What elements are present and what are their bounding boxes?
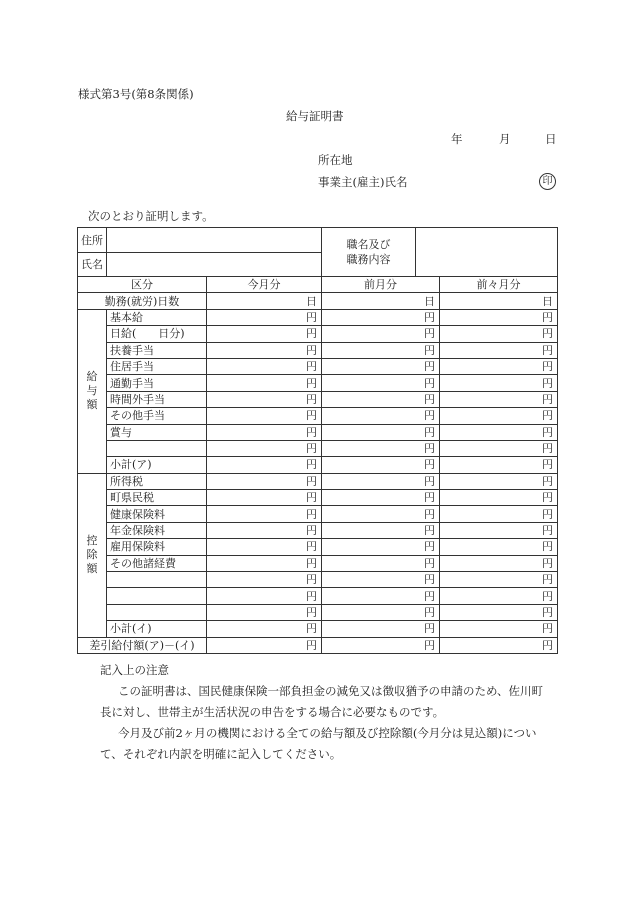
deduction-amount-two-months-ago[interactable]: 円 <box>440 506 558 522</box>
income-row <box>78 391 558 407</box>
income-group-label-char: 与 <box>86 384 98 398</box>
deduction-amount-this-month[interactable]: 円 <box>207 522 322 538</box>
deduction-amount-two-months-ago[interactable]: 円 <box>440 490 558 506</box>
deduction-group-label <box>78 473 107 637</box>
deduction-item-label: 年金保険料 <box>107 522 207 538</box>
income-amount-two-months-ago[interactable]: 円 <box>440 309 558 325</box>
income-amount-this-month[interactable]: 円 <box>207 309 322 325</box>
two-months-ago-header: 前々月分 <box>440 277 558 293</box>
notes-paragraph2-line1: 今月及び前2ヶ月の機関における全ての給与額及び控除額(今月分は見込額)につい <box>118 726 537 740</box>
deduction-amount-last-month[interactable]: 円 <box>322 572 440 588</box>
income-amount-last-month[interactable]: 円 <box>322 457 440 473</box>
income-group-label-char: 額 <box>86 398 98 412</box>
deduction-amount-this-month[interactable]: 円 <box>207 539 322 555</box>
income-item-label: 賞与 <box>107 424 207 440</box>
deduction-item-label: 雇用保険料 <box>107 539 207 555</box>
name-label: 氏名 <box>78 253 107 277</box>
deduction-amount-this-month[interactable]: 円 <box>207 506 322 522</box>
income-amount-two-months-ago[interactable]: 円 <box>440 440 558 456</box>
notes-section <box>100 660 543 765</box>
income-amount-last-month[interactable]: 円 <box>322 326 440 342</box>
deduction-item-label: 所得税 <box>107 473 207 489</box>
deduction-amount-last-month[interactable]: 円 <box>322 506 440 522</box>
income-amount-this-month[interactable]: 円 <box>207 424 322 440</box>
income-row <box>78 358 558 374</box>
deduction-amount-two-months-ago[interactable]: 円 <box>440 522 558 538</box>
deduction-group-label-char: 額 <box>86 562 98 576</box>
income-amount-two-months-ago[interactable]: 円 <box>440 326 558 342</box>
income-item-label: その他手当 <box>107 408 207 424</box>
notes-paragraph1-line2: 長に対し、世帯主が生活状況の申告をする場合に必要なものです。 <box>100 705 445 719</box>
income-amount-this-month[interactable]: 円 <box>207 326 322 342</box>
location-label: 所在地 <box>318 153 353 167</box>
intro-text: 次のとおり証明します。 <box>88 209 214 223</box>
income-row <box>78 457 558 473</box>
deduction-amount-last-month[interactable]: 円 <box>322 522 440 538</box>
income-amount-this-month[interactable]: 円 <box>207 391 322 407</box>
deduction-row <box>78 588 558 604</box>
income-amount-this-month[interactable]: 円 <box>207 408 322 424</box>
deduction-row <box>78 490 558 506</box>
income-amount-this-month[interactable]: 円 <box>207 440 322 456</box>
address-field[interactable] <box>107 228 322 253</box>
income-amount-last-month[interactable]: 円 <box>322 358 440 374</box>
deduction-amount-last-month[interactable]: 円 <box>322 473 440 489</box>
deduction-row <box>78 555 558 571</box>
income-amount-two-months-ago[interactable]: 円 <box>440 375 558 391</box>
deduction-row <box>78 604 558 620</box>
income-amount-two-months-ago[interactable]: 円 <box>440 391 558 407</box>
income-row <box>78 375 558 391</box>
deduction-amount-this-month[interactable]: 円 <box>207 572 322 588</box>
deduction-amount-two-months-ago[interactable]: 円 <box>440 473 558 489</box>
date-day-label: 日 <box>545 132 557 146</box>
date-year-label: 年 <box>451 132 463 146</box>
deduction-amount-this-month[interactable]: 円 <box>207 555 322 571</box>
deduction-amount-last-month[interactable]: 円 <box>322 490 440 506</box>
net-payment-amount-two-months-ago[interactable]: 円 <box>440 637 558 653</box>
income-amount-last-month[interactable]: 円 <box>322 424 440 440</box>
income-group-label-char: 給 <box>86 370 98 384</box>
deduction-amount-two-months-ago[interactable]: 円 <box>440 572 558 588</box>
income-item-label: 小計(ア) <box>107 457 207 473</box>
this-month-header: 今月分 <box>207 277 322 293</box>
seal-mark <box>539 173 556 190</box>
employer-name-label: 事業主(雇主)氏名 <box>318 175 408 189</box>
income-amount-this-month[interactable]: 円 <box>207 375 322 391</box>
deduction-item-label: 町県民税 <box>107 490 207 506</box>
deduction-amount-this-month[interactable]: 円 <box>207 588 322 604</box>
income-row <box>78 440 558 456</box>
name-field[interactable] <box>107 253 322 277</box>
income-amount-last-month[interactable]: 円 <box>322 309 440 325</box>
income-amount-two-months-ago[interactable]: 円 <box>440 342 558 358</box>
income-row <box>78 309 558 325</box>
deduction-row <box>78 522 558 538</box>
income-amount-last-month[interactable]: 円 <box>322 408 440 424</box>
deduction-amount-two-months-ago[interactable]: 円 <box>440 588 558 604</box>
deduction-amount-last-month[interactable]: 円 <box>322 588 440 604</box>
deduction-amount-last-month[interactable]: 円 <box>322 621 440 637</box>
position-label-line1: 職名及び <box>346 238 391 251</box>
date-month-label: 月 <box>499 132 511 146</box>
deduction-amount-this-month[interactable]: 円 <box>207 621 322 637</box>
deduction-item-label: その他諸経費 <box>107 555 207 571</box>
deduction-amount-this-month[interactable]: 円 <box>207 604 322 620</box>
income-amount-last-month[interactable]: 円 <box>322 391 440 407</box>
deduction-amount-this-month[interactable]: 円 <box>207 473 322 489</box>
work-days-last-month[interactable]: 日 <box>322 293 440 309</box>
income-amount-this-month[interactable]: 円 <box>207 358 322 374</box>
income-row <box>78 408 558 424</box>
deduction-amount-last-month[interactable]: 円 <box>322 539 440 555</box>
position-label <box>322 228 416 277</box>
seal-icon: 印 <box>539 173 556 190</box>
income-amount-this-month[interactable]: 円 <box>207 457 322 473</box>
income-row <box>78 424 558 440</box>
salary-table <box>77 276 558 654</box>
deduction-row <box>78 506 558 522</box>
income-item-label: 扶養手当 <box>107 342 207 358</box>
deduction-item-label: 健康保険料 <box>107 506 207 522</box>
income-row <box>78 342 558 358</box>
deduction-amount-two-months-ago[interactable]: 円 <box>440 555 558 571</box>
deduction-amount-last-month[interactable]: 円 <box>322 555 440 571</box>
income-amount-two-months-ago[interactable]: 円 <box>440 408 558 424</box>
address-label: 住所 <box>78 228 107 253</box>
net-payment-label: 差引給付額(ア)－(イ) <box>78 637 207 653</box>
income-item-label: 基本給 <box>107 309 207 325</box>
income-amount-last-month[interactable]: 円 <box>322 440 440 456</box>
income-group-label <box>78 309 107 473</box>
notes-paragraph2-line2: て、それぞれ内訳を明確に記入してください。 <box>100 747 342 761</box>
deduction-group-label-char: 控 <box>86 534 98 548</box>
deduction-amount-this-month[interactable]: 円 <box>207 490 322 506</box>
income-amount-two-months-ago[interactable]: 円 <box>440 424 558 440</box>
deduction-item-label <box>107 588 207 604</box>
income-item-label: 時間外手当 <box>107 391 207 407</box>
income-item-label: 住居手当 <box>107 358 207 374</box>
income-amount-two-months-ago[interactable]: 円 <box>440 457 558 473</box>
deduction-amount-two-months-ago[interactable]: 円 <box>440 621 558 637</box>
last-month-header: 前月分 <box>322 277 440 293</box>
work-days-two-months-ago[interactable]: 日 <box>440 293 558 309</box>
deduction-amount-last-month[interactable]: 円 <box>322 604 440 620</box>
income-amount-this-month[interactable]: 円 <box>207 342 322 358</box>
position-field[interactable] <box>416 228 558 277</box>
net-payment-amount-last-month[interactable]: 円 <box>322 637 440 653</box>
work-days-label: 勤務(就労)日数 <box>78 293 207 309</box>
form-number: 様式第3号(第8条関係) <box>78 87 194 101</box>
deduction-item-label <box>107 604 207 620</box>
notes-paragraph1-line1: この証明書は、国民健康保険一部負担金の減免又は徴収猶予の申請のため、佐川町 <box>118 684 544 698</box>
net-payment-row <box>78 637 558 653</box>
position-label-line2: 職務内容 <box>346 253 391 266</box>
income-amount-last-month[interactable]: 円 <box>322 375 440 391</box>
deduction-row <box>78 473 558 489</box>
income-amount-last-month[interactable]: 円 <box>322 342 440 358</box>
document-title: 給与証明書 <box>286 109 344 123</box>
income-item-label: 通勤手当 <box>107 375 207 391</box>
deduction-item-label: 小計(イ) <box>107 621 207 637</box>
category-header: 区分 <box>78 277 207 293</box>
net-payment-amount-this-month[interactable]: 円 <box>207 637 322 653</box>
income-item-label: 日給( 日分) <box>107 326 207 342</box>
deduction-group-label-char: 除 <box>86 548 98 562</box>
notes-heading: 記入上の注意 <box>100 663 169 677</box>
deduction-amount-two-months-ago[interactable]: 円 <box>440 539 558 555</box>
work-days-this-month[interactable]: 日 <box>207 293 322 309</box>
deduction-row <box>78 621 558 637</box>
deduction-amount-two-months-ago[interactable]: 円 <box>440 604 558 620</box>
income-item-label <box>107 440 207 456</box>
income-row <box>78 326 558 342</box>
income-amount-two-months-ago[interactable]: 円 <box>440 358 558 374</box>
deduction-row <box>78 539 558 555</box>
deduction-item-label <box>107 572 207 588</box>
deduction-row <box>78 572 558 588</box>
employee-info-table <box>77 227 558 277</box>
